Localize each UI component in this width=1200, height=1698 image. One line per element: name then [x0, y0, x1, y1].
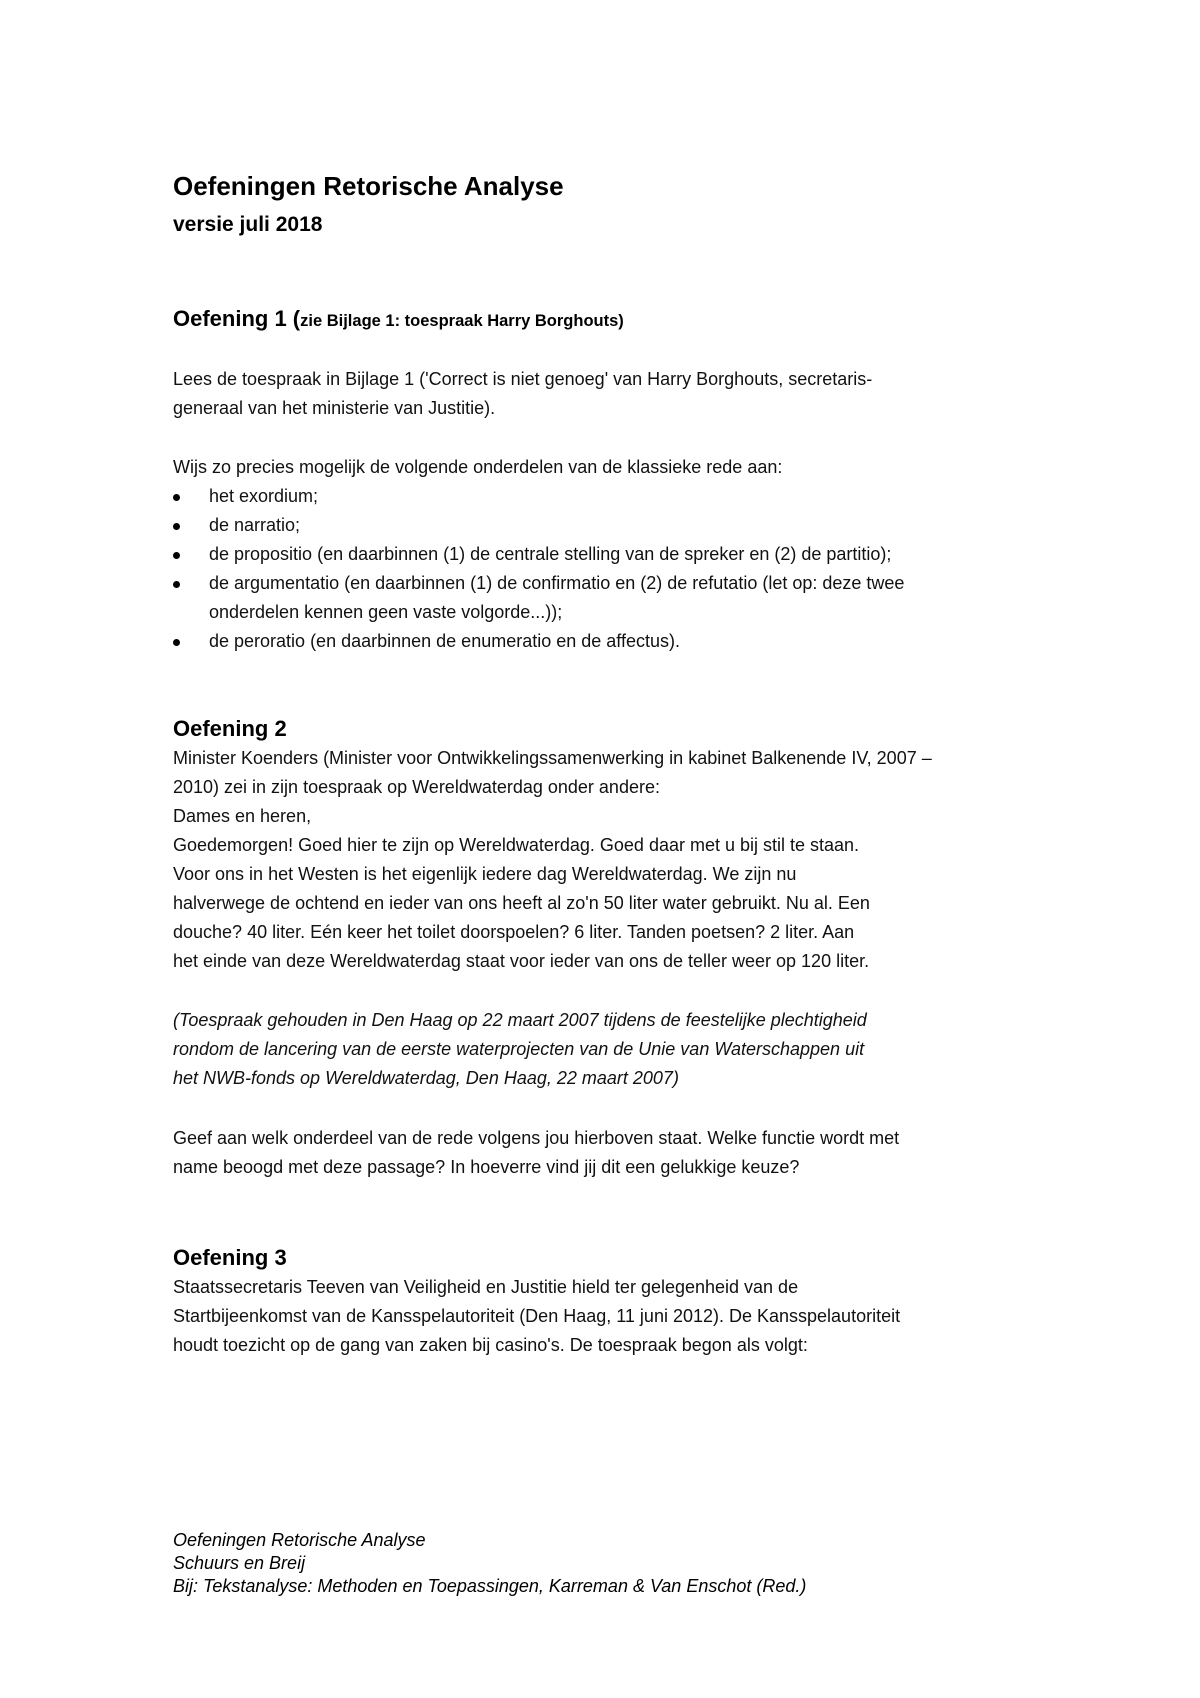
list-item: de narratio; — [173, 511, 904, 540]
bullet-icon — [173, 523, 180, 530]
list-item: de propositio (en daarbinnen (1) de centrale stelling van de spreker en (2) de partitio); — [173, 540, 904, 569]
text-line: Startbijeenkomst van de Kansspelautoriteit (Den Haag, 11 juni 2012). De Kansspelautoriteit — [173, 1306, 901, 1326]
text-line: het einde van deze Wereldwaterdag staat voor ieder van ons de teller weer op 120 liter. — [173, 951, 870, 971]
text-line: Goedemorgen! Goed hier te zijn op Wereldwaterdag. Goed daar met u bij stil te staan. — [173, 835, 860, 855]
text-line: name beoogd met deze passage? In hoeverre vind jij dit een gelukkige keuze? — [173, 1157, 800, 1177]
exercise-2-text — [173, 744, 932, 976]
page-footer — [173, 1529, 806, 1598]
exercise-3-text — [173, 1273, 900, 1360]
exercise-2-question — [173, 1124, 899, 1182]
page-subtitle: versie juli 2018 — [173, 213, 323, 236]
text-line: Geef aan welk onderdeel van de rede volgens jou hierboven staat. Welke functie wordt met — [173, 1128, 900, 1148]
text-line: Dames en heren, — [173, 806, 312, 826]
exercise-3-heading: Oefening 3 — [173, 1245, 287, 1270]
footer-line: Oefeningen Retorische Analyse — [173, 1530, 426, 1550]
bullet-icon — [173, 552, 180, 559]
footer-line: Bij: Tekstanalyse: Methoden en Toepassingen, Karreman & Van Enschot (Red.) — [173, 1576, 807, 1596]
text-line: halverwege de ochtend en ieder van ons heeft al zo'n 50 liter water gebruikt. Nu al. Een — [173, 893, 870, 913]
exercise-1-heading-main: Oefening 1 ( — [173, 306, 301, 331]
text-line: Minister Koenders (Minister voor Ontwikkelingssamenwerking in kabinet Balkenende IV, 2007 – — [173, 748, 932, 768]
text-line: Voor ons in het Westen is het eigenlijk iedere dag Wereldwaterdag. We zijn nu — [173, 864, 797, 884]
exercise-1-task: Wijs zo precies mogelijk de volgende onderdelen van de klassieke rede aan: — [173, 457, 783, 477]
exercise-1-bullet-list — [173, 482, 904, 656]
exercise-1-heading — [173, 304, 624, 336]
list-item: de peroratio (en daarbinnen de enumeratio en de affectus). — [173, 627, 904, 656]
footer-line: Schuurs en Breij — [173, 1553, 306, 1573]
text-line: (Toespraak gehouden in Den Haag op 22 maart 2007 tijdens de feestelijke plechtigheid — [173, 1010, 867, 1030]
list-item: de argumentatio (en daarbinnen (1) de confirmatio en (2) de refutatio (let op: deze twee onderdelen kennen geen vaste volgorde...)); — [173, 569, 904, 627]
bullet-icon — [173, 581, 180, 588]
bullet-icon — [173, 494, 180, 501]
exercise-2-source — [173, 1006, 867, 1093]
text-line: Lees de toespraak in Bijlage 1 ('Correct is niet genoeg' van Harry Borghouts, secretaris- — [173, 369, 873, 389]
exercise-1-intro — [173, 365, 872, 423]
text-line: houdt toezicht op de gang van zaken bij casino's. De toespraak begon als volgt: — [173, 1335, 808, 1355]
list-item: het exordium; — [173, 482, 904, 511]
exercise-2-heading: Oefening 2 — [173, 716, 287, 741]
page-title: Oefeningen Retorische Analyse — [173, 171, 564, 201]
text-line: rondom de lancering van de eerste waterprojecten van de Unie van Waterschappen uit — [173, 1039, 865, 1059]
text-line: 2010) zei in zijn toespraak op Wereldwaterdag onder andere: — [173, 777, 660, 797]
exercise-1-heading-note: zie Bijlage 1: toespraak Harry Borghouts) — [300, 312, 624, 330]
text-line: douche? 40 liter. Eén keer het toilet doorspoelen? 6 liter. Tanden poetsen? 2 liter. Aan — [173, 922, 855, 942]
text-line: generaal van het ministerie van Justitie). — [173, 398, 496, 418]
text-line: Staatssecretaris Teeven van Veiligheid en Justitie hield ter gelegenheid van de — [173, 1277, 799, 1297]
bullet-icon — [173, 639, 180, 646]
text-line: het NWB-fonds op Wereldwaterdag, Den Haag, 22 maart 2007) — [173, 1068, 679, 1088]
